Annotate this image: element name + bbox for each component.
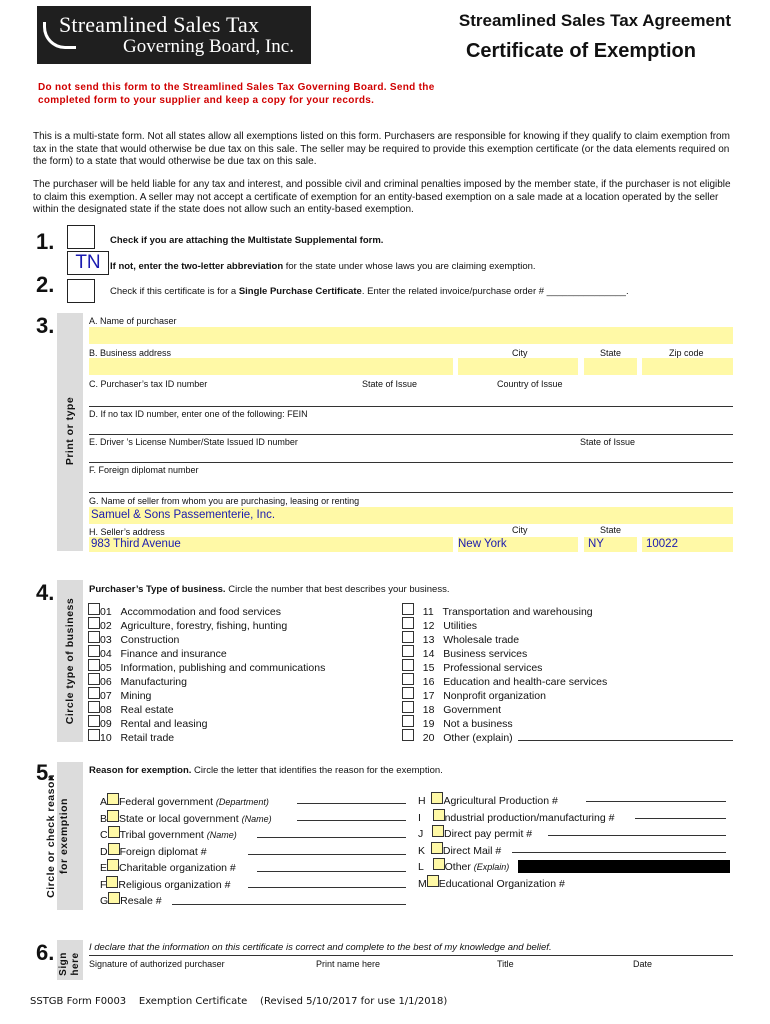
state-abbreviation-label-bold: If not, enter the two-letter abbreviation: [110, 261, 284, 272]
business-type-15-number: 15: [422, 662, 435, 674]
exemption-j-checkbox[interactable]: [432, 825, 444, 837]
exemption-c-letter: C: [100, 829, 108, 841]
single-purchase-label-bold: Single Purchase Certificate: [238, 286, 362, 297]
business-type-18-checkbox[interactable]: [402, 701, 414, 713]
business-type-03-label: Construction: [120, 634, 180, 646]
business-type-19-checkbox[interactable]: [402, 715, 414, 727]
business-type-14-number: 14: [422, 648, 435, 660]
business-type-03-checkbox[interactable]: [88, 631, 100, 643]
business-type-12-number: 12: [422, 620, 435, 632]
business-type-list-left: [88, 603, 325, 743]
business-type-04-checkbox[interactable]: [88, 645, 100, 657]
exemption-k-line: [512, 852, 726, 853]
exemption-d-label: Foreign diplomat #: [119, 845, 207, 858]
section-6-number: 6.: [36, 940, 55, 965]
exemption-g-line: [172, 904, 406, 905]
exemption-a[interactable]: [100, 793, 272, 810]
state-abbreviation-field[interactable]: TN: [67, 251, 109, 275]
business-type-09-checkbox[interactable]: [88, 715, 100, 727]
foreign-diplomat-label: F. Foreign diplomat number: [89, 465, 199, 475]
exemption-e-label: Charitable organization #: [119, 862, 236, 874]
logo-line2: Governing Board, Inc.: [123, 36, 294, 57]
business-type-20-checkbox[interactable]: [402, 729, 414, 741]
business-type-11-number: 11: [422, 606, 434, 618]
seller-zip-field[interactable]: 10022: [642, 537, 733, 552]
exemption-i-letter: I: [418, 811, 421, 824]
fein-label: D. If no tax ID number, enter one of the following: FEIN: [89, 409, 308, 419]
intro-paragraph-2: The purchaser will be held liable for any tax and interest, and possible civil and criminal penalties imposed by the member state, if the purchaser is not eligible to claim this exemption. A seller may not accept a certificate of exemption for an entity-based exemption on a sale made at a location operated by the seller within the designated state if the state does not allow such an entity-based exemption.: [33, 179, 731, 215]
drivers-license-line: [89, 462, 733, 463]
business-type-02-number: 02: [100, 620, 112, 632]
single-purchase-label: [110, 286, 629, 297]
fein-line: [89, 434, 733, 435]
business-type-01[interactable]: [88, 603, 325, 617]
business-type-20-label: Other (explain): [443, 732, 513, 744]
exemption-a-checkbox[interactable]: [107, 793, 119, 805]
business-type-04-number: 04: [100, 648, 112, 660]
business-type-12[interactable]: [402, 617, 607, 631]
section-1-text: Check if you are attaching the Multistate Supplemental form.: [110, 235, 384, 246]
seller-state-label: State: [600, 525, 622, 535]
exemption-m-label: Educational Organization #: [438, 877, 565, 890]
business-type-18-label: Government: [443, 704, 501, 716]
state-abbreviation-label-rest: for the state under whose laws you are claiming exemption.: [283, 261, 536, 272]
exemption-g-label: Resale #: [120, 895, 162, 907]
exemption-b-letter: B: [100, 812, 108, 825]
business-type-16[interactable]: [402, 673, 607, 687]
business-zip-field[interactable]: [642, 358, 733, 375]
exemption-e-line: [257, 871, 406, 872]
section-6-side-line1: Sign: [58, 952, 69, 976]
exemption-b-line: [297, 820, 406, 821]
business-type-16-checkbox[interactable]: [402, 673, 414, 685]
seller-city-field[interactable]: New York: [458, 537, 578, 552]
business-type-07-checkbox[interactable]: [88, 687, 100, 699]
business-type-02-checkbox[interactable]: [88, 617, 100, 629]
business-city-field[interactable]: [458, 358, 578, 375]
exemption-c-label: Tribal government: [119, 829, 204, 841]
exemption-d-checkbox[interactable]: [108, 843, 120, 855]
exemption-a-hint: (Department): [215, 797, 269, 807]
multistate-supplemental-checkbox[interactable]: [67, 225, 95, 249]
exemption-reason-heading-rest: Circle the letter that identifies the reason for the exemption.: [191, 765, 443, 776]
business-type-12-label: Utilities: [443, 620, 478, 632]
business-type-09-label: Rental and leasing: [120, 718, 208, 730]
business-type-15-checkbox[interactable]: [402, 659, 414, 671]
business-type-10-number: 10: [100, 732, 112, 744]
exemption-j-label: Direct pay permit #: [444, 828, 533, 840]
business-type-01-label: Accommodation and food services: [120, 606, 281, 618]
exemption-e[interactable]: [100, 859, 272, 876]
exemption-l-hint: (Explain): [473, 862, 510, 872]
seller-address-label: H. Seller’s address: [89, 527, 165, 537]
exemption-g-letter: G: [100, 895, 109, 907]
exemption-b-checkbox[interactable]: [107, 810, 119, 822]
business-type-heading-rest: Circle the number that best describes your business.: [225, 584, 450, 595]
exemption-reason-heading: [89, 765, 443, 776]
exemption-h-checkbox[interactable]: [431, 792, 443, 804]
exemption-list-right: [418, 792, 614, 891]
exemption-h-line: [586, 801, 726, 802]
business-type-14-label: Business services: [443, 648, 528, 660]
exemption-f-line: [248, 887, 406, 888]
intro-paragraph-1: This is a multi-state form. Not all states allow all exemptions listed on this form. Purchasers are responsible for knowing if they qualify to claim exemption from tax in the state that would otherwise be due tax on this sale. The seller may be required to provide this exemption certificate (or the data elements required on the form) to a state that would otherwise be due tax on this sale.: [33, 131, 730, 167]
drivers-license-label: E. Driver ’s License Number/State Issued ID number: [89, 437, 298, 447]
exemption-f-checkbox[interactable]: [106, 876, 118, 888]
business-type-11-checkbox[interactable]: [402, 603, 414, 615]
exemption-d-letter: D: [100, 845, 108, 858]
section-4-number: 4.: [36, 580, 55, 605]
business-type-10-label: Retail trade: [120, 732, 175, 744]
declaration-text: I declare that the information on this certificate is correct and complete to the best of my knowledge and belief.: [89, 942, 552, 953]
business-type-07-number: 07: [100, 690, 112, 702]
business-type-19-label: Not a business: [443, 718, 513, 730]
single-purchase-checkbox[interactable]: [67, 279, 95, 303]
business-type-01-checkbox[interactable]: [88, 603, 100, 615]
exemption-a-line: [297, 803, 406, 804]
purchaser-name-field[interactable]: [89, 327, 733, 344]
business-type-01-number: 01: [100, 606, 112, 618]
business-zip-label: Zip code: [669, 348, 704, 358]
section-4-side-label: Circle type of business: [64, 597, 76, 725]
section-2-number: 2.: [36, 272, 55, 297]
business-type-18-number: 18: [422, 704, 435, 716]
section-5-side-label: [45, 761, 71, 911]
signature-line: [89, 955, 733, 956]
exemption-reason-heading-bold: Reason for exemption.: [89, 765, 192, 776]
business-state-field[interactable]: [584, 358, 637, 375]
business-type-16-number: 16: [422, 676, 435, 688]
business-type-09[interactable]: [88, 715, 325, 729]
business-type-07[interactable]: [88, 687, 325, 701]
business-type-07-label: Mining: [120, 690, 152, 702]
exemption-b-label: State or local government: [119, 812, 239, 825]
seller-address-field[interactable]: 983 Third Avenue: [89, 537, 453, 552]
exemption-m-letter: M: [418, 877, 427, 890]
exemption-f-letter: F: [100, 878, 107, 891]
business-state-label: State: [600, 348, 622, 358]
business-type-10[interactable]: [88, 729, 325, 743]
section-5-side-line2: for exemption: [58, 798, 70, 874]
exemption-e-letter: E: [100, 862, 108, 874]
business-type-18[interactable]: [402, 701, 607, 715]
title-label: Title: [497, 959, 514, 969]
business-type-19-number: 19: [422, 718, 435, 730]
business-type-heading: [89, 584, 449, 595]
exemption-k-checkbox[interactable]: [431, 842, 443, 854]
exemption-g-checkbox[interactable]: [108, 892, 120, 904]
exemption-list-left: [100, 793, 272, 909]
business-type-05-checkbox[interactable]: [88, 659, 100, 671]
exemption-b-hint: (Name): [241, 813, 272, 824]
business-type-03-number: 03: [100, 634, 112, 646]
seller-name-field[interactable]: Samuel & Sons Passementerie, Inc.: [89, 507, 733, 524]
exemption-a-letter: A: [100, 796, 108, 808]
business-type-05[interactable]: [88, 659, 325, 673]
exemption-c-checkbox[interactable]: [108, 826, 120, 838]
business-type-02[interactable]: [88, 617, 325, 631]
business-type-09-number: 09: [100, 718, 112, 730]
exemption-j[interactable]: [418, 825, 614, 842]
exemption-c-line: [257, 837, 406, 838]
warning-text: Do not send this form to the Streamlined Sales Tax Governing Board. Send the completed form to your supplier and keep a copy for your records.: [38, 82, 435, 106]
tax-id-line: [89, 406, 733, 407]
exemption-c[interactable]: [100, 826, 272, 843]
business-address-field[interactable]: [89, 358, 453, 375]
exemption-k-letter: K: [418, 844, 426, 857]
business-type-06[interactable]: [88, 673, 325, 687]
exemption-i-line: [635, 818, 726, 819]
section-3-side-label: Print or type: [64, 396, 76, 466]
signature-field[interactable]: [89, 940, 733, 955]
business-type-13[interactable]: [402, 631, 607, 645]
tax-id-country-label: Country of Issue: [497, 379, 563, 389]
business-type-02-label: Agriculture, forestry, fishing, hunting: [120, 620, 288, 632]
business-type-06-checkbox[interactable]: [88, 673, 100, 685]
business-type-10-checkbox[interactable]: [88, 729, 100, 741]
business-type-06-label: Manufacturing: [120, 676, 187, 688]
business-type-12-checkbox[interactable]: [402, 617, 414, 629]
business-type-06-number: 06: [100, 676, 112, 688]
business-type-13-checkbox[interactable]: [402, 631, 414, 643]
foreign-diplomat-line: [89, 492, 733, 493]
other-explain-line: [518, 740, 733, 741]
section-3-number: 3.: [36, 313, 55, 338]
exemption-e-checkbox[interactable]: [107, 859, 119, 871]
business-type-19[interactable]: [402, 715, 607, 729]
seller-state-field[interactable]: NY: [584, 537, 637, 552]
business-type-17-number: 17: [422, 690, 435, 702]
section-5-number: 5.: [36, 760, 55, 785]
other-explain-redaction: [518, 860, 730, 873]
section-1-number: 1.: [36, 229, 55, 254]
drivers-license-state-label: State of Issue: [580, 437, 636, 447]
business-type-05-label: Information, publishing and communications: [120, 662, 326, 674]
print-name-label: Print name here: [316, 959, 381, 969]
section-5-side-line1: Circle or check reason: [45, 774, 57, 898]
exemption-f[interactable]: [100, 876, 272, 893]
business-type-14[interactable]: [402, 645, 607, 659]
form-footer: SSTGB Form F0003 Exemption Certificate (Revised 5/10/2017 for use 1/1/2018): [30, 996, 448, 1007]
logo-line1: Streamlined Sales Tax: [59, 12, 260, 37]
business-type-14-checkbox[interactable]: [402, 645, 414, 657]
business-type-17-checkbox[interactable]: [402, 687, 414, 699]
form-header-title: Streamlined Sales Tax Agreement: [458, 11, 731, 30]
section-6-side-label: [58, 929, 82, 999]
business-address-label: B. Business address: [89, 348, 172, 358]
business-type-03[interactable]: [88, 631, 325, 645]
business-type-08-checkbox[interactable]: [88, 701, 100, 713]
exemption-l-letter: L: [418, 861, 424, 873]
exemption-i-label: ndustrial production/manufacturing #: [444, 811, 615, 824]
single-purchase-label-post: . Enter the related invoice/purchase order # _______________.: [361, 286, 629, 297]
exemption-f-label: Religious organization #: [118, 878, 231, 891]
exemption-d[interactable]: [100, 843, 272, 860]
exemption-j-letter: J: [418, 828, 424, 840]
exemption-a-label: Federal government: [119, 796, 213, 808]
exemption-m-checkbox[interactable]: [427, 875, 439, 887]
exemption-h[interactable]: [418, 792, 614, 809]
business-type-20-number: 20: [422, 732, 435, 744]
exemption-l-label: Other: [444, 861, 471, 873]
single-purchase-label-pre: Check if this certificate is for a: [110, 286, 239, 297]
business-type-15[interactable]: [402, 659, 607, 673]
date-label: Date: [633, 959, 653, 969]
tax-id-label: C. Purchaser’s tax ID number: [89, 379, 208, 389]
exemption-i-checkbox[interactable]: [433, 809, 445, 821]
section-6-side-line2: here: [70, 952, 81, 976]
exemption-i[interactable]: [418, 809, 614, 826]
business-type-list-right: [402, 603, 607, 743]
business-type-08-number: 08: [100, 704, 112, 716]
purchaser-name-label: A. Name of purchaser: [89, 316, 177, 326]
business-type-11-label: Transportation and warehousing: [442, 606, 593, 618]
signature-label: Signature of authorized purchaser: [89, 959, 225, 969]
business-type-17-label: Nonprofit organization: [443, 690, 546, 702]
exemption-h-letter: H: [418, 795, 426, 807]
state-abbreviation-label: [110, 261, 536, 272]
exemption-l-checkbox[interactable]: [433, 858, 445, 870]
business-type-08-label: Real estate: [120, 704, 174, 716]
seller-city-label: City: [512, 525, 528, 535]
tax-id-state-label: State of Issue: [362, 379, 418, 389]
business-type-04[interactable]: [88, 645, 325, 659]
business-type-04-label: Finance and insurance: [120, 648, 227, 660]
business-type-11[interactable]: [402, 603, 607, 617]
business-type-17[interactable]: [402, 687, 607, 701]
business-type-15-label: Professional services: [443, 662, 543, 674]
exemption-d-line: [248, 854, 406, 855]
exemption-c-hint: (Name): [206, 830, 237, 840]
exemption-h-label: Agricultural Production #: [443, 795, 558, 807]
form-header-subtitle: Certificate of Exemption: [465, 40, 696, 62]
exemption-g[interactable]: [100, 892, 272, 909]
sst-logo: [37, 6, 311, 64]
business-type-16-label: Education and health-care services: [443, 676, 608, 688]
exemption-j-line: [548, 835, 726, 836]
exemption-m[interactable]: [418, 875, 614, 892]
business-type-heading-bold: Purchaser’s Type of business.: [89, 584, 226, 595]
business-type-05-number: 05: [100, 662, 112, 674]
exemption-k-label: Direct Mail #: [442, 844, 502, 857]
exemption-k[interactable]: [418, 842, 614, 859]
business-type-13-label: Wholesale trade: [443, 634, 520, 646]
business-city-label: City: [512, 348, 528, 358]
exemption-b[interactable]: [100, 810, 272, 827]
business-type-13-number: 13: [422, 634, 435, 646]
seller-name-label: G. Name of seller from whom you are purchasing, leasing or renting: [89, 496, 360, 506]
business-type-08[interactable]: [88, 701, 325, 715]
